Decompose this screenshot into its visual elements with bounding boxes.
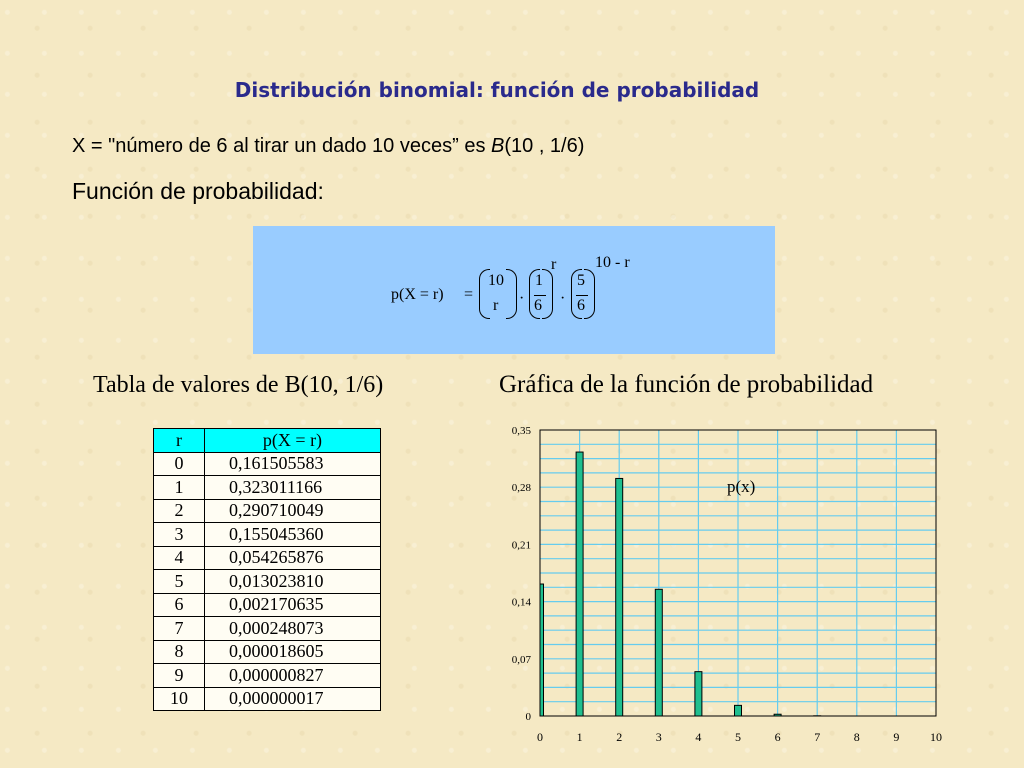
table-body [154,452,381,711]
cell-r: 10 [154,687,205,711]
cell-probability: 0,002170635 [205,593,381,617]
x-tick-label: 1 [576,730,583,744]
probability-function-label: Función de probabilidad [72,178,318,204]
multiply-dot-1: · [519,290,525,307]
x-tick-label: 7 [814,730,821,744]
table-row [154,664,381,688]
cell-r: 7 [154,617,205,641]
x-tick-label: 9 [893,730,900,744]
fraction1-numerator: 1 [535,272,543,289]
cell-probability: 0,323011166 [205,476,381,500]
y-axis-ticks [512,425,532,723]
x-tick-label: 4 [695,730,702,744]
fraction2-denominator: 6 [577,297,585,314]
table-row [154,499,381,523]
heading-colon: : [317,178,324,204]
x-tick-label: 8 [853,730,860,744]
variable-definition-text: X = "número de 6 al tirar un dado 10 veces” es [72,135,492,157]
formula-box [253,226,775,354]
cell-r: 9 [154,664,205,688]
bar-r-3 [655,589,662,716]
table-row [154,687,381,711]
table-row [154,476,381,500]
binomial-bottom: r [493,297,499,314]
y-tick-label: 0,21 [511,539,531,552]
bar-r-5 [735,705,742,716]
cell-r: 8 [154,640,205,664]
cell-probability: 0,000018605 [205,640,381,664]
y-tick-label: 0,35 [511,425,531,437]
y-tick-label: 0,28 [511,482,531,495]
binomial-right-paren [506,269,517,319]
bar-r-6 [774,714,781,716]
x-tick-label: 0 [537,730,543,744]
cell-r: 3 [154,523,205,547]
formula-lhs: p(X = r) [391,286,444,303]
table-row [154,617,381,641]
values-table [153,428,381,711]
x-tick-label: 6 [774,730,781,744]
cell-probability: 0,000000017 [205,687,381,711]
y-tick-label: 0,14 [511,596,531,609]
x-axis-ticks [537,730,942,744]
cell-probability: 0,000000827 [205,664,381,688]
table-title: Tabla de valores de B(10, 1/6) [93,372,384,398]
table-header-row [154,429,381,453]
exponent-10-minus-r: 10 - r [595,254,630,271]
series-label: p(x) [727,477,756,496]
table-row [154,546,381,570]
cell-probability: 0,000248073 [205,617,381,641]
multiply-dot-2: · [560,290,566,307]
chart-bars [540,452,821,716]
table-row [154,523,381,547]
bar-r-0 [540,584,544,716]
x-tick-label: 5 [735,730,741,744]
fraction2-right-paren [584,269,595,319]
chart-title: Gráfica de la función de probabilidad [499,371,874,398]
fraction1-denominator: 6 [534,297,542,314]
header-probability: p(X = r) [205,429,381,453]
y-tick-label: 0 [525,711,531,723]
cell-r: 2 [154,499,205,523]
y-tick-label: 0,07 [511,653,531,666]
bar-r-4 [695,672,702,716]
chart-grid [540,430,936,716]
distribution-symbol: B [491,135,505,157]
x-tick-label: 2 [616,730,623,744]
table-row [154,593,381,617]
cell-probability: 0,155045360 [205,523,381,547]
fraction1-right-paren [542,269,553,319]
bar-r-1 [576,452,583,716]
x-tick-label: 3 [655,730,662,744]
table-row [154,452,381,476]
table-row [154,640,381,664]
cell-probability: 0,013023810 [205,570,381,594]
cell-probability: 0,290710049 [205,499,381,523]
probability-function-heading [72,178,324,205]
cell-r: 5 [154,570,205,594]
page-title: Distribución binomial: función de probabilidad [234,78,760,102]
exponent-r: r [551,256,557,273]
plot-area-border [540,430,936,716]
x-tick-label: 10 [930,730,942,744]
cell-r: 1 [154,476,205,500]
binomial-top: 10 [488,272,504,289]
variable-definition [72,135,584,158]
cell-r: 0 [154,452,205,476]
cell-r: 6 [154,593,205,617]
cell-probability: 0,161505583 [205,452,381,476]
cell-r: 4 [154,546,205,570]
fraction2-numerator: 5 [577,272,585,289]
distribution-params: (10 , 1/6) [504,135,585,157]
header-r: r [154,429,205,453]
formula-equals: = [464,286,474,303]
bar-r-2 [616,478,623,716]
cell-probability: 0,054265876 [205,546,381,570]
table-row [154,570,381,594]
